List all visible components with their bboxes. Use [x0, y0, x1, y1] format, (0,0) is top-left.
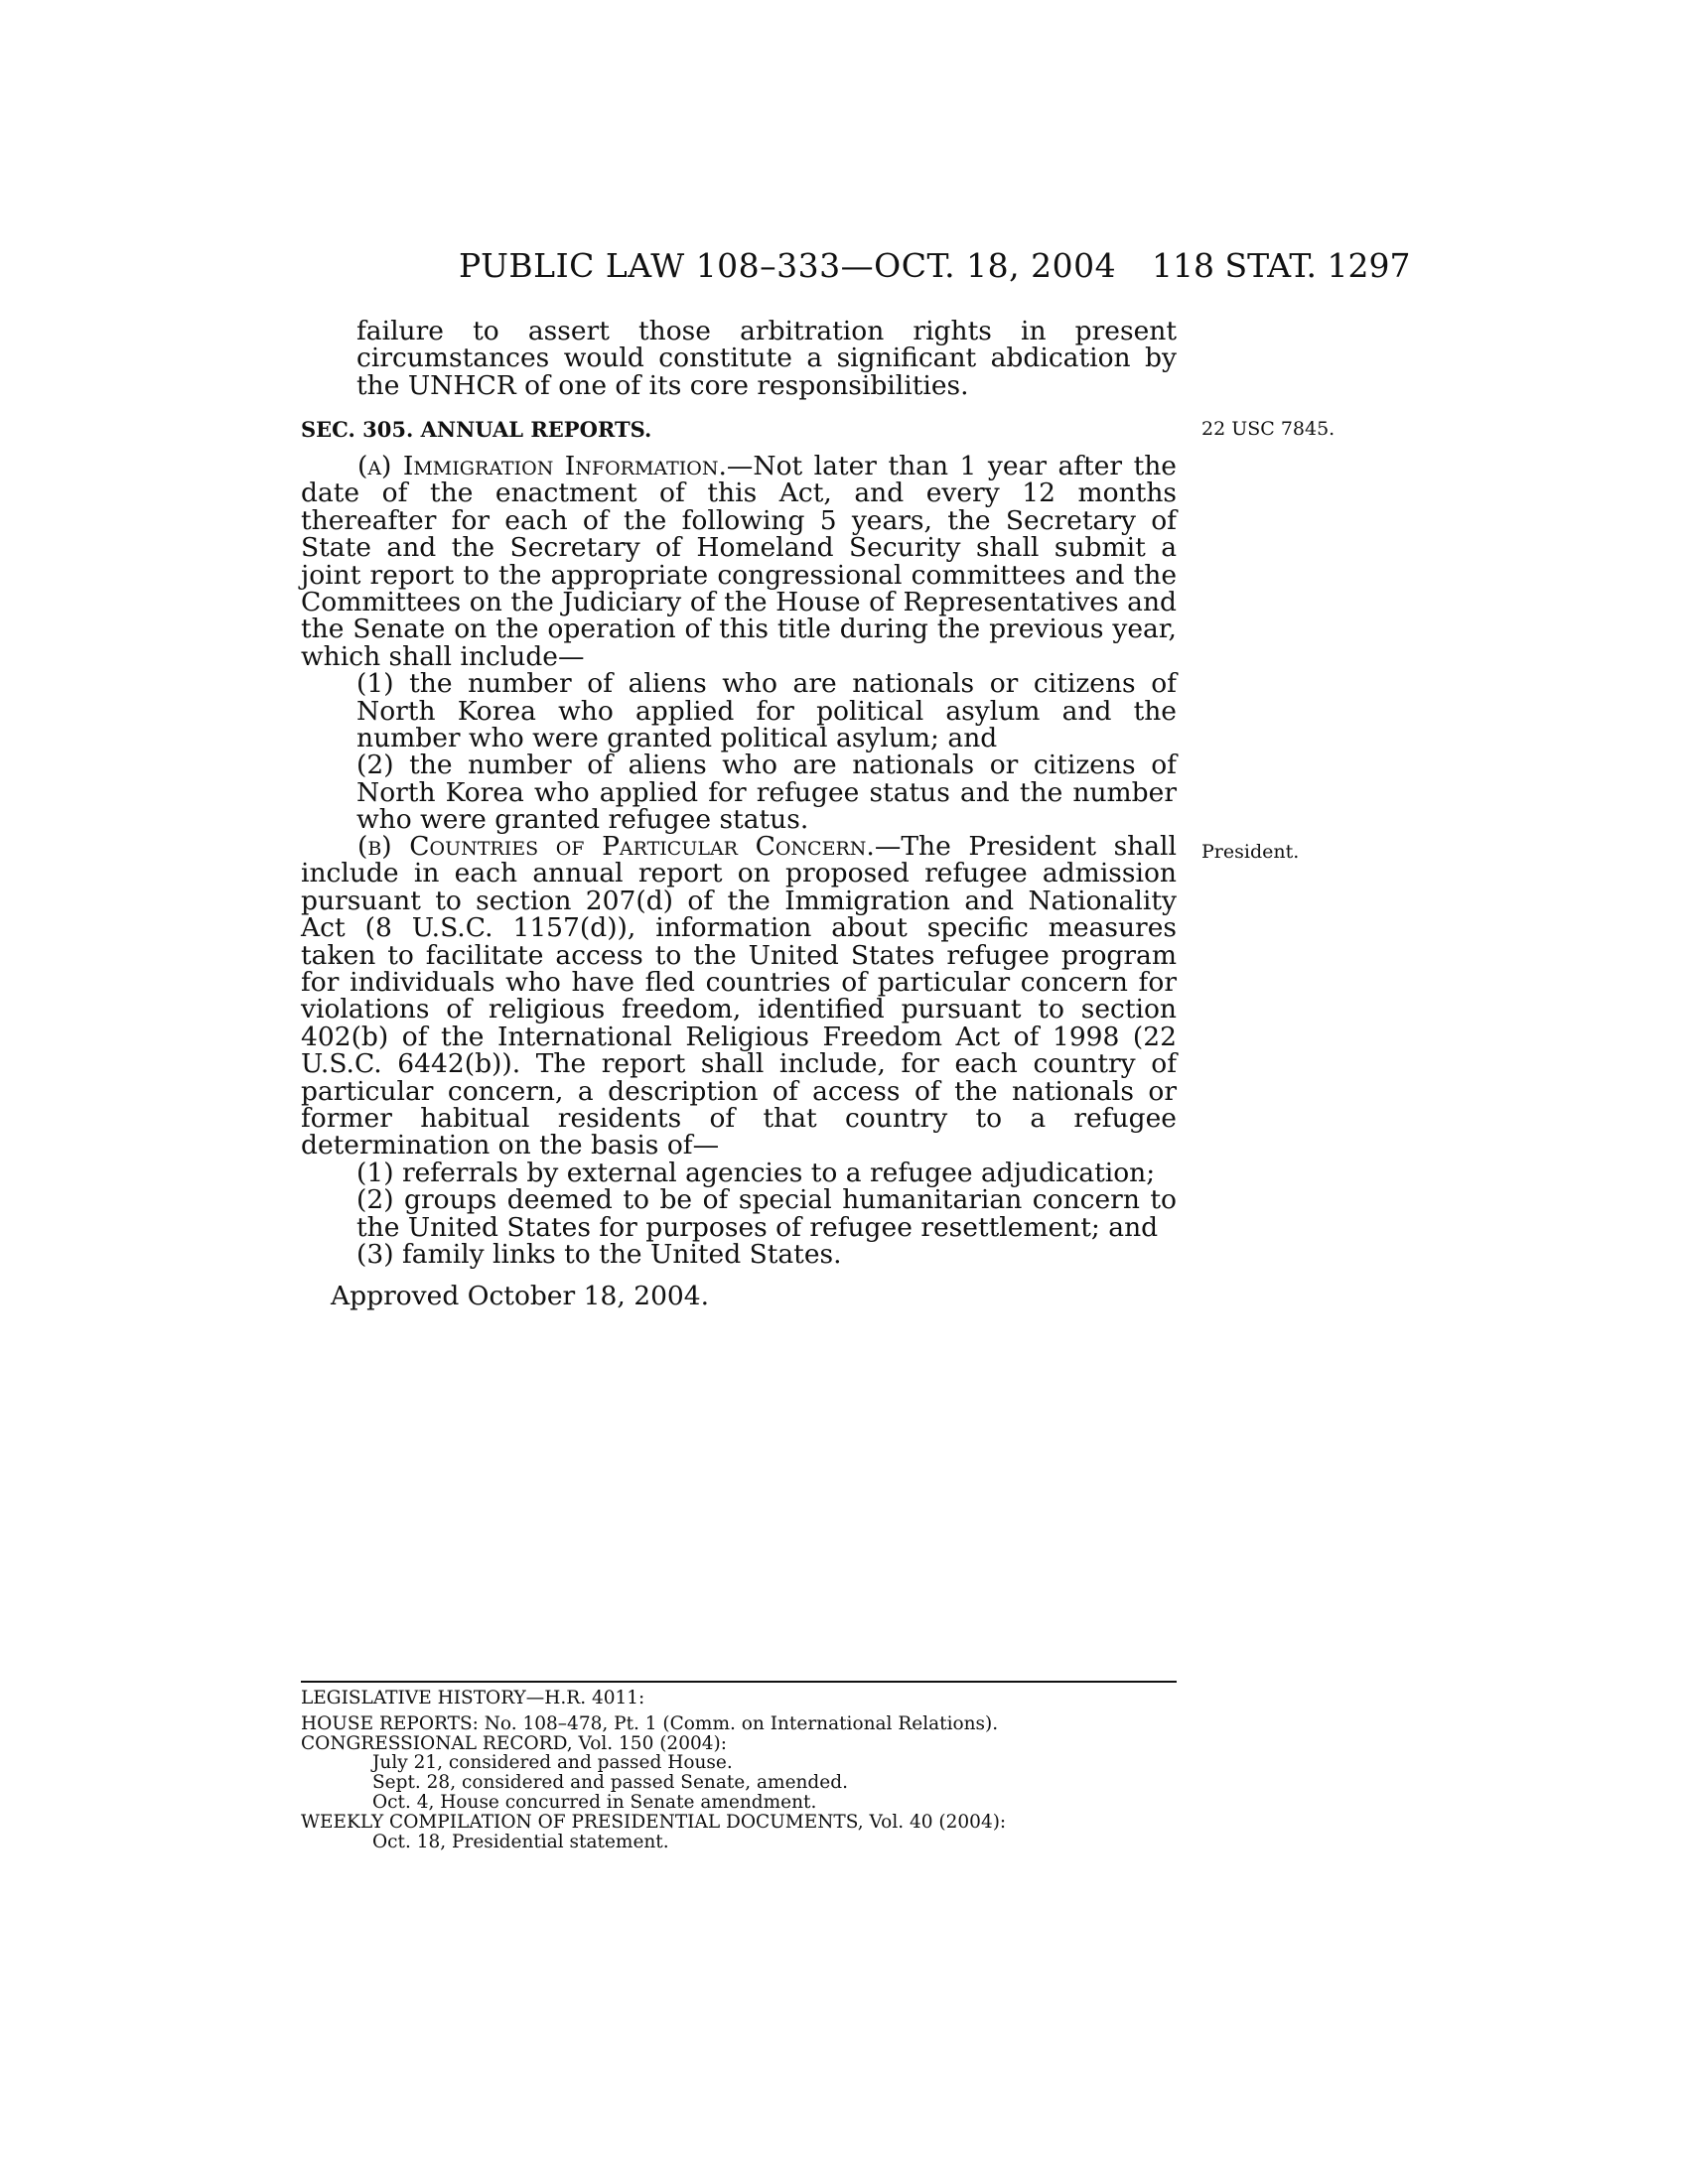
approval-line: Approved October 18, 2004. [331, 1281, 710, 1311]
subsection-b-label: (b) Countries of Particular Concern. [357, 831, 875, 862]
continuation-block [301, 318, 1177, 399]
house-reports: HOUSE REPORTS: No. 108–478, Pt. 1 (Comm. on International Relations). [301, 1712, 999, 1734]
subsection-a-item-2: (2) the number of aliens who are nationals or citizens of North Korea who applied for refugee status and the number who were granted refugee status. [356, 750, 1177, 836]
weekly-entry: Oct. 18, Presidential statement. [372, 1831, 669, 1852]
section-heading: SEC. 305. ANNUAL REPORTS. [301, 417, 652, 442]
legislative-history [301, 1689, 1195, 1851]
legislative-history-heading: LEGISLATIVE HISTORY—H.R. 4011: [301, 1688, 645, 1708]
footnote-divider [301, 1681, 1177, 1683]
subsection-b-item-1: (1) referrals by external agencies to a refugee adjudication; [356, 1157, 1156, 1188]
subsection-a-item-1: (1) the number of aliens who are nationals or citizens of North Korea who applied for political asylum and the number who were granted political asylum; and [356, 668, 1177, 754]
subsection-a-text: Not later than 1 year after the date of the enactment of this Act, and every 12 months thereafter for each of the following 5 years, the Secretary of State and the Secretary of Homeland Security shall submit a joint report to the appropriate congressional committees and the Committees on the Judiciary of the House of Representatives and the Senate on the operation of this title during the previous year, which shall include— [301, 451, 1177, 672]
continuation-paragraph: failure to assert those arbitration rights in present circumstances would constitute a significant abdication by the UNHCR of one of its core responsibilities. [356, 316, 1177, 401]
statute-page-number: 118 STAT. 1297 [1152, 246, 1411, 285]
weekly-compilation: WEEKLY COMPILATION OF PRESIDENTIAL DOCUMENTS, Vol. 40 (2004): [301, 1811, 1007, 1833]
record-entry: Oct. 4, House concurred in Senate amendment. [372, 1791, 817, 1813]
running-header-title: PUBLIC LAW 108–333—OCT. 18, 2004 [459, 246, 1117, 285]
subsection-b-paragraph: (b) Countries of Particular Concern.—The President shall include in each annual report on proposed refugee admission pursuant to section 207(d) of the Immigration and Nationality Act (8 U.S.C. 1157(d)), information about specific measures taken to facilitate access to the United States refugee program for individuals who have fled countries of particular concern for violations of religious freedom, identified pursuant to section 402(b) of the International Religious Freedom Act of 1998 (22 U.S.C. 6442(b)). The report shall include, for each country of particular concern, a description of access of the nationals or former habitual residents of that country to a refugee determination on the basis of— [301, 831, 1177, 1161]
margin-note-president: President. [1201, 841, 1300, 863]
subsection-a-label: (a) Immigration Information. [357, 451, 727, 481]
congressional-record: CONGRESSIONAL RECORD, Vol. 150 (2004): [301, 1732, 727, 1754]
subsection-b-item-3: (3) family links to the United States. [356, 1239, 842, 1271]
subsection-b-text: The President shall include in each annual report on proposed refugee admission pursuant to section 207(d) of the Immigration and Nationality Act (8 U.S.C. 1157(d)), information about specific measures taken to facilitate access to the United States refugee program for individuals who have fled countries of particular concern for violations of religious freedom, identified pursuant to section 402(b) of the International Religious Freedom Act of 1998 (22 U.S.C. 6442(b)). The report shall include, for each country of particular concern, a description of access of the nationals or former habitual residents of that country to a refugee determination on the basis of— [301, 831, 1177, 1161]
subsection-b-item-2: (2) groups deemed to be of special humanitarian concern to the United States for purposes of refugee resettlement; and [356, 1184, 1177, 1243]
margin-note-usc: 22 USC 7845. [1201, 418, 1336, 440]
subsection-a [301, 453, 1177, 834]
record-entry: Sept. 28, considered and passed Senate, amended. [372, 1772, 848, 1794]
record-entry: July 21, considered and passed House. [372, 1752, 733, 1774]
subsection-b [301, 833, 1177, 1269]
subsection-a-paragraph: (a) Immigration Information.—Not later than 1 year after the date of the enactment of this Act, and every 12 months thereafter for each of the following 5 years, the Secretary of State and the Secretary of Homeland Security shall submit a joint report to the appropriate congressional committees and the Committees on the Judiciary of the House of Representatives and the Senate on the operation of this title during the previous year, which shall include— [301, 451, 1177, 672]
